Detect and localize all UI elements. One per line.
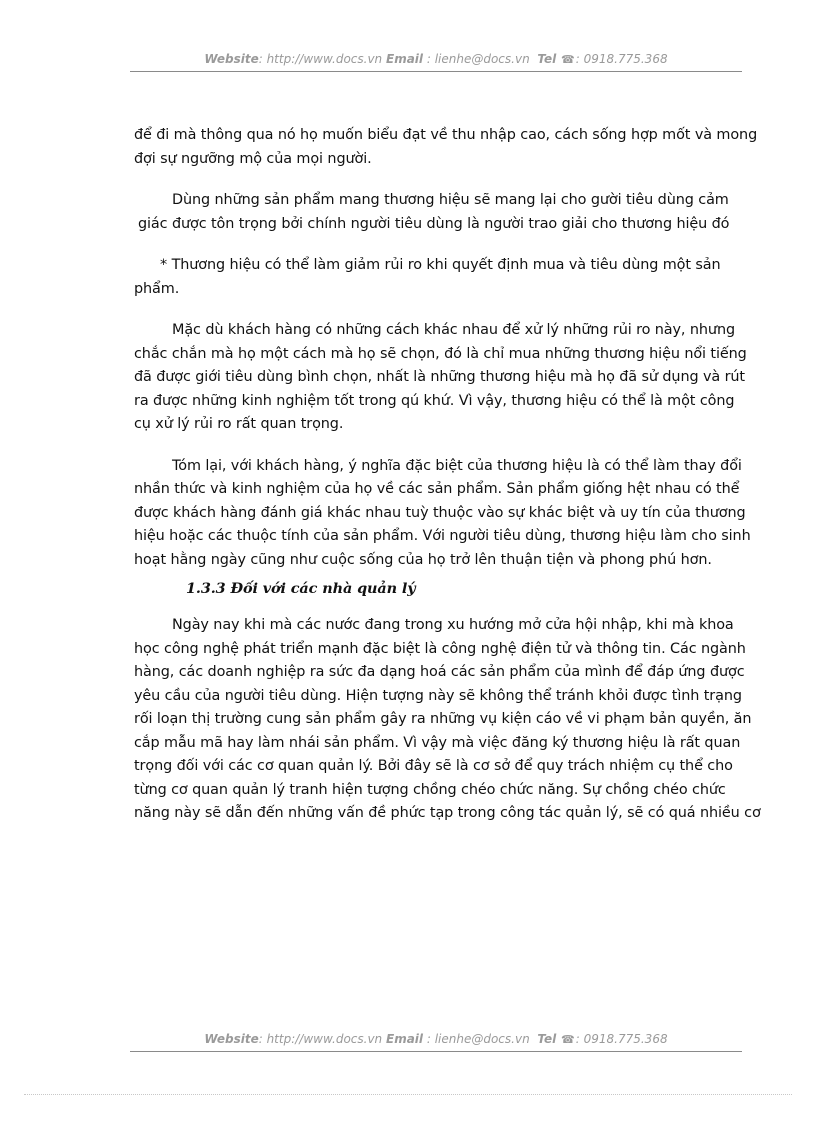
- text-line: yêu cầu của người tiêu dùng. Hiện tượng này sẽ không thể tránh khỏi được tình trạng: [134, 687, 742, 704]
- header-email-label: Email: [386, 52, 424, 66]
- text-line: năng này sẽ dẫn đến những vấn đề phức tạp trong công tác quản lý, sẽ có quá nhiều cơ: [134, 805, 761, 821]
- text-line: trọng đối với các cơ quan quản lý. Bởi đây sẽ là cơ sở để quy trách nhiệm cụ thể cho: [134, 758, 733, 774]
- header-website-value: : http://www.docs.vn: [258, 52, 383, 66]
- page-header: [130, 52, 742, 66]
- footer-rule: [130, 1051, 742, 1052]
- text-line: được khách hàng đánh giá khác nhau tuỳ thuộc vào sự khác biệt và uy tín của thương: [134, 504, 746, 521]
- paragraph-2: [134, 189, 730, 236]
- footer-tel-value: : 0918.775.368: [575, 1032, 668, 1046]
- text-line: * Thương hiệu có thể làm giảm rủi ro khi quyết định mua và tiêu dùng một sản: [160, 257, 721, 273]
- text-line: hoạt hằng ngày cũng như cuộc sống của họ trở lên thuận tiện và phong phú hơn.: [134, 551, 712, 568]
- paragraph-6: [134, 614, 761, 826]
- text-line: Dùng những sản phẩm mang thương hiệu sẽ mang lại cho gười tiêu dùng cảm: [172, 192, 729, 208]
- text-line: Ngày nay khi mà các nước đang trong xu hướng mở cửa hội nhập, khi mà khoa: [172, 617, 734, 633]
- section-heading: 1.3.3 Đối với các nhà quản lý: [186, 580, 416, 597]
- text-line: cụ xử lý rủi ro rất quan trọng.: [134, 416, 344, 432]
- text-line: Mặc dù khách hàng có những cách khác nhau để xử lý những rủi ro này, nhưng: [172, 322, 735, 338]
- text-line: hàng, các doanh nghiệp ra sức đa dạng hoá các sản phẩm của mình để đáp ứng được: [134, 664, 745, 680]
- header-website-label: Website: [204, 52, 259, 66]
- text-line: Tóm lại, với khách hàng, ý nghĩa đặc biệt của thương hiệu là có thể làm thay đổi: [172, 457, 742, 474]
- telephone-icon: ☎: [561, 1033, 575, 1046]
- footer-email-value: : lienhe@docs.vn: [423, 1032, 530, 1046]
- text-line: hiệu hoặc các thuộc tính của sản phẩm. Với người tiêu dùng, thương hiệu làm cho sinh: [134, 528, 751, 544]
- text-line: đã được giới tiêu dùng bình chọn, nhất là những thương hiệu mà họ đã sử dụng và rút: [134, 369, 745, 385]
- text-line: phẩm.: [134, 280, 180, 297]
- paragraph-5: [134, 455, 751, 573]
- footer-email-label: Email: [386, 1032, 424, 1046]
- header-tel-value: : 0918.775.368: [575, 52, 668, 66]
- text-line: để đi mà thông qua nó họ muốn biểu đạt về thu nhập cao, cách sống hợp mốt và mong: [134, 127, 758, 143]
- header-rule: [130, 71, 742, 72]
- document-body: [134, 124, 761, 844]
- text-line: học công nghệ phát triển mạnh đặc biệt là công nghệ điện tử và thông tin. Các ngành: [134, 640, 746, 657]
- page-footer: [130, 1032, 742, 1046]
- header-email-value: : lienhe@docs.vn: [423, 52, 530, 66]
- text-line: đợi sự ngưỡng mộ của mọi người.: [134, 150, 372, 167]
- text-line: rối loạn thị trường cung sản phẩm gây ra những vụ kiện cáo về vi phạm bản quyền, ăn: [134, 711, 752, 727]
- footer-website-label: Website: [204, 1032, 259, 1046]
- text-line: chắc chắn mà họ một cách mà họ sẽ chọn, đó là chỉ mua những thương hiệu nổi tiếng: [134, 345, 747, 362]
- paragraph-1: [134, 124, 758, 171]
- header-tel-label: Tel: [537, 52, 557, 66]
- page-bottom-divider: [24, 1094, 792, 1095]
- paragraph-4: [134, 319, 747, 437]
- footer-tel-label: Tel: [537, 1032, 557, 1046]
- paragraph-3: [134, 254, 724, 301]
- text-line: từng cơ quan quản lý tranh hiện tượng chồng chéo chức năng. Sự chồng chéo chức: [134, 781, 726, 798]
- text-line: giác được tôn trọng bởi chính người tiêu dùng là người trao giải cho thương hiệu đó: [138, 215, 730, 232]
- text-line: nhần thức và kinh nghiệm của họ về các sản phẩm. Sản phẩm giống hệt nhau có thể: [134, 481, 740, 497]
- text-line: ra được những kinh nghiệm tốt trong qú khứ. Vì vậy, thương hiệu có thể là một công: [134, 392, 735, 409]
- footer-website-value: : http://www.docs.vn: [258, 1032, 383, 1046]
- text-line: cắp mẫu mã hay làm nhái sản phẩm. Vì vậy mà việc đăng ký thương hiệu là rất quan: [134, 734, 741, 751]
- telephone-icon: ☎: [561, 53, 575, 66]
